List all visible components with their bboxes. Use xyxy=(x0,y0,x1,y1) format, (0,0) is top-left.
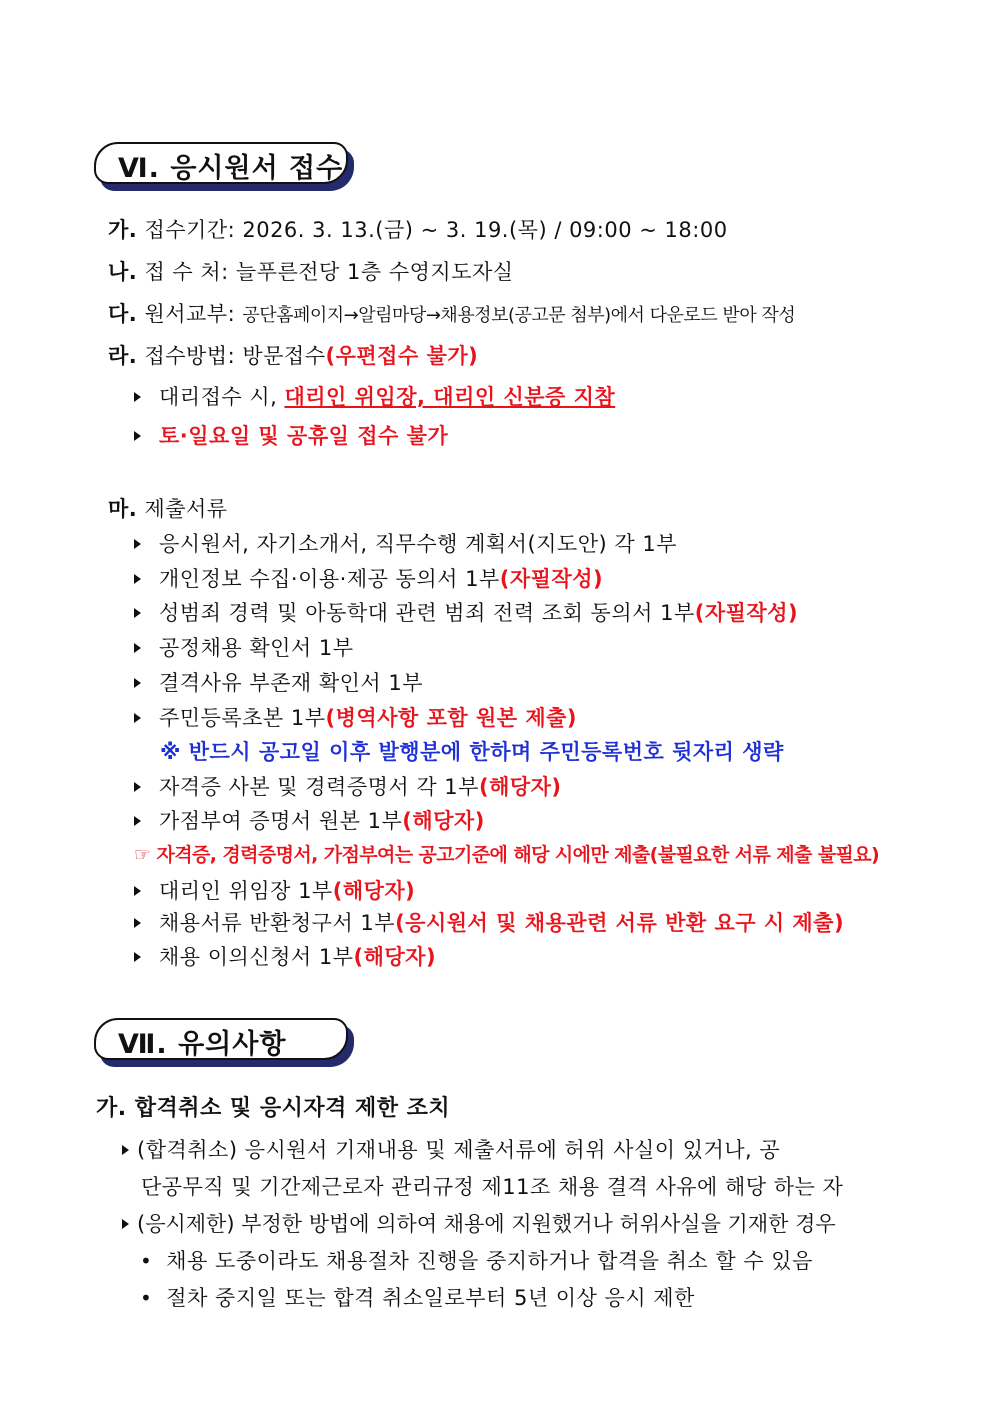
doc-item xyxy=(134,907,844,937)
item-red-text: (우편접수 불가) xyxy=(325,344,479,368)
doc-text: 응시원서, 자기소개서, 직무수행 계획서(지도안) 각 1부 xyxy=(159,532,677,556)
doc-text: 공정채용 확인서 1부 xyxy=(159,636,354,660)
doc-text: 개인정보 수집·이용·제공 동의서 1부 xyxy=(159,567,500,591)
triangle-bullet-icon xyxy=(134,431,141,441)
section-7-header xyxy=(94,1018,356,1070)
triangle-bullet-icon xyxy=(134,608,141,618)
doc-red-text: (해당자) xyxy=(478,775,562,799)
item-ma xyxy=(108,493,228,523)
doc-note-red: ☞ 자격증, 경력증명서, 가점부여는 공고기준에 해당 시에만 제출(불필요한 서류 제출 불필요) xyxy=(134,844,880,866)
paragraph-text: (응시제한) 부정한 방법에 의하여 채용에 지원했거나 허위사실을 기재한 경우 xyxy=(137,1212,836,1236)
bullet-text: 대리접수 시, xyxy=(159,385,285,409)
doc-text: 결격사유 부존재 확인서 1부 xyxy=(159,671,424,695)
doc-text: 가점부여 증명서 원본 1부 xyxy=(159,809,403,833)
item-label: 가. xyxy=(108,218,138,242)
section-6-title: Ⅵ. 응시원서 접수 xyxy=(118,153,344,184)
bullet-red-text: 대리인 위임장, 대리인 신분증 지참 xyxy=(284,385,616,409)
doc-item xyxy=(134,941,436,971)
triangle-bullet-icon xyxy=(122,1219,129,1229)
doc-red-text: (해당자) xyxy=(353,945,437,969)
restrict-paragraph xyxy=(122,1208,836,1238)
sub-item-text: 채용 도중이라도 채용절차 진행을 중지하거나 합격을 취소 할 수 있음 xyxy=(166,1249,813,1273)
sub-item xyxy=(140,1245,813,1275)
doc-item xyxy=(134,805,485,835)
sec7-heading: 가. 합격취소 및 응시자격 제한 조치 xyxy=(96,1096,451,1121)
doc-item xyxy=(134,667,423,697)
triangle-bullet-icon xyxy=(134,816,141,826)
item-text: 공단홈페이지→알림마당→채용정보(공고문 첨부)에서 다운로드 받아 작성 xyxy=(242,305,796,326)
doc-item xyxy=(134,632,354,662)
doc-text: 채용 이의신청서 1부 xyxy=(159,945,354,969)
item-text: 접수기간: 2026. 3. 13.(금) ~ 3. 19.(목) / 09:00 ~ 18:00 xyxy=(144,218,728,242)
doc-item xyxy=(134,702,577,732)
bullet-red-text: 토·일요일 및 공휴일 접수 불가 xyxy=(159,424,449,448)
triangle-bullet-icon xyxy=(134,539,141,549)
item-text: 접수방법: 방문접수 xyxy=(144,344,326,368)
doc-note-blue: ※ 반드시 공고일 이후 발행분에 한하며 주민등록번호 뒷자리 생략 xyxy=(160,740,784,764)
doc-text: 주민등록초본 1부 xyxy=(159,706,326,730)
doc-red-text: (자필작성) xyxy=(499,567,604,591)
doc-item xyxy=(134,528,677,558)
doc-text: 자격증 사본 및 경력증명서 각 1부 xyxy=(159,775,479,799)
section-6-header xyxy=(94,142,356,194)
doc-item xyxy=(134,875,415,905)
item-ga xyxy=(108,214,728,244)
dot-bullet-icon: • xyxy=(140,1286,153,1310)
triangle-bullet-icon xyxy=(134,574,141,584)
triangle-bullet-icon xyxy=(134,886,141,896)
doc-red-text: (해당자) xyxy=(332,879,416,903)
doc-red-text: (자필작성) xyxy=(694,601,799,625)
item-key: 원서교부: xyxy=(144,302,243,326)
triangle-bullet-icon xyxy=(134,952,141,962)
cancel-paragraph-line2: 단공무직 및 기간제근로자 관리규정 제11조 채용 결격 사유에 해당 하는 자 xyxy=(141,1175,844,1199)
bullet-weekend xyxy=(134,420,448,450)
doc-item xyxy=(134,771,562,801)
item-da xyxy=(108,298,795,328)
triangle-bullet-icon xyxy=(122,1145,129,1155)
triangle-bullet-icon xyxy=(134,678,141,688)
sub-item xyxy=(140,1282,695,1312)
cancel-paragraph-line1 xyxy=(122,1134,780,1164)
item-label: 다. xyxy=(108,302,138,326)
item-text: 접 수 처: 늘푸른전당 1층 수영지도자실 xyxy=(144,260,514,284)
item-ra xyxy=(108,340,478,370)
triangle-bullet-icon xyxy=(134,392,141,402)
doc-red-text: (응시원서 및 채용관련 서류 반환 요구 시 제출) xyxy=(395,911,845,935)
triangle-bullet-icon xyxy=(134,643,141,653)
doc-text: 성범죄 경력 및 아동학대 관련 범죄 전력 조회 동의서 1부 xyxy=(159,601,695,625)
paragraph-text: (합격취소) 응시원서 기재내용 및 제출서류에 허위 사실이 있거나, 공 xyxy=(137,1138,781,1162)
doc-text: 채용서류 반환청구서 1부 xyxy=(159,911,396,935)
triangle-bullet-icon xyxy=(134,713,141,723)
bullet-proxy xyxy=(134,381,615,411)
doc-text: 대리인 위임장 1부 xyxy=(159,879,333,903)
doc-item xyxy=(134,563,603,593)
doc-red-text: (병역사항 포함 원본 제출) xyxy=(325,706,578,730)
item-na xyxy=(108,256,514,286)
doc-item xyxy=(134,597,798,627)
item-label: 라. xyxy=(108,344,138,368)
triangle-bullet-icon xyxy=(134,918,141,928)
sub-item-text: 절차 중지일 또는 합격 취소일로부터 5년 이상 응시 제한 xyxy=(166,1286,695,1310)
doc-red-text: (해당자) xyxy=(402,809,485,833)
dot-bullet-icon: • xyxy=(140,1249,153,1273)
section-7-title: Ⅶ. 유의사항 xyxy=(118,1029,287,1060)
item-text: 제출서류 xyxy=(144,497,228,521)
triangle-bullet-icon xyxy=(134,782,141,792)
item-label: 나. xyxy=(108,260,138,284)
item-label: 마. xyxy=(108,497,138,521)
